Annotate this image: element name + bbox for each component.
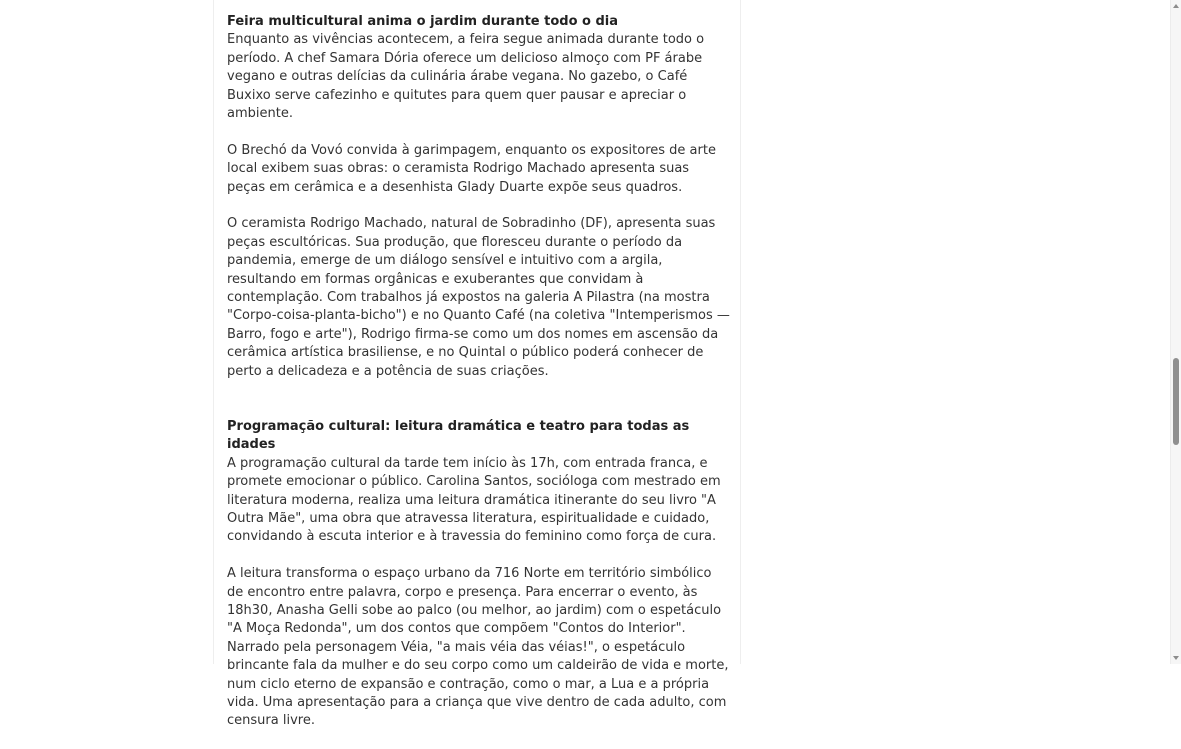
paragraph: O Brechó da Vovó convida à garimpagem, enquanto os expositores de arte local exibem suas obras: o ceramista Rodrigo Machado apresenta suas peças em cerâmica e a desenhista Glady Duarte expõe seus quadros. [227, 142, 716, 195]
scrollbar-thumb[interactable] [1173, 358, 1179, 445]
paragraph: Enquanto as vivências acontecem, a feira segue animada durante todo o período. A chef Samara Dória oferece um delicioso almoço com PF árabe vegano e outras delícias da culinária árabe vegana. No gazebo, o Café Buxixo serve cafezinho e quitutes para quem quer pausar e apreciar o ambiente. [227, 32, 705, 122]
paragraph: O ceramista Rodrigo Machado, natural de Sobradinho (DF), apresenta suas peças escultóricas. Sua produção, que floresceu durante o período da pandemia, emerge de um diálogo sensível e intuitivo com a argila, resultando em formas orgânicas e exuberantes que convidam à contemplação. Com trabalhos já expostos na galeria A Pilastra (na mostra "Corpo-coisa-planta-bicho") e no Quanto Café (na coletiva "Intemperismos — Barro, fogo e arte"), Rodrigo firma-se como um dos nomes em ascensão da cerâmica artística brasiliense, e no Quintal o público poderá conhecer de perto a delicadeza e a potência de suas criações. [227, 216, 730, 379]
arrow-down-icon[interactable] [1173, 656, 1179, 660]
arrow-up-icon[interactable] [1173, 4, 1179, 8]
vertical-scrollbar[interactable] [1170, 0, 1181, 664]
article-body [227, 13, 730, 749]
paragraph: A programação cultural da tarde tem início às 17h, com entrada franca, e promete emocionar o público. Carolina Santos, socióloga com mestrado em literatura moderna, realiza uma leitura dramática itinerante do seu livro "A Outra Mãe", uma obra que atravessa literatura, espiritualidade e cuidado, convidando à escuta interior e à travessia do feminino como força de cura. [227, 455, 721, 545]
section-heading-programacao: Programação cultural: leitura dramática e teatro para todas as idades [227, 418, 690, 453]
paragraph: A leitura transforma o espaço urbano da 716 Norte em território simbólico de encontro entre palavra, corpo e presença. Para encerrar o evento, às 18h30, Anasha Gelli sobe ao palco (ou melhor, ao jardim) com o espetáculo "A Moça Redonda", um dos contos que compõem "Contos do Interior". Narrado pela personagem Véia, "a mais véia das véias!", o espetáculo brincante fala da mulher e do seu corpo como um caldeirão de vida e morte, num ciclo eterno de expansão e contração, como o mar, a Lua e a própria vida. Uma apresentação para a criança que vive dentro de cada adulto, com censura livre. [227, 566, 729, 729]
section-spacer [227, 399, 730, 417]
section-heading-feira: Feira multicultural anima o jardim durante todo o dia [227, 14, 619, 29]
